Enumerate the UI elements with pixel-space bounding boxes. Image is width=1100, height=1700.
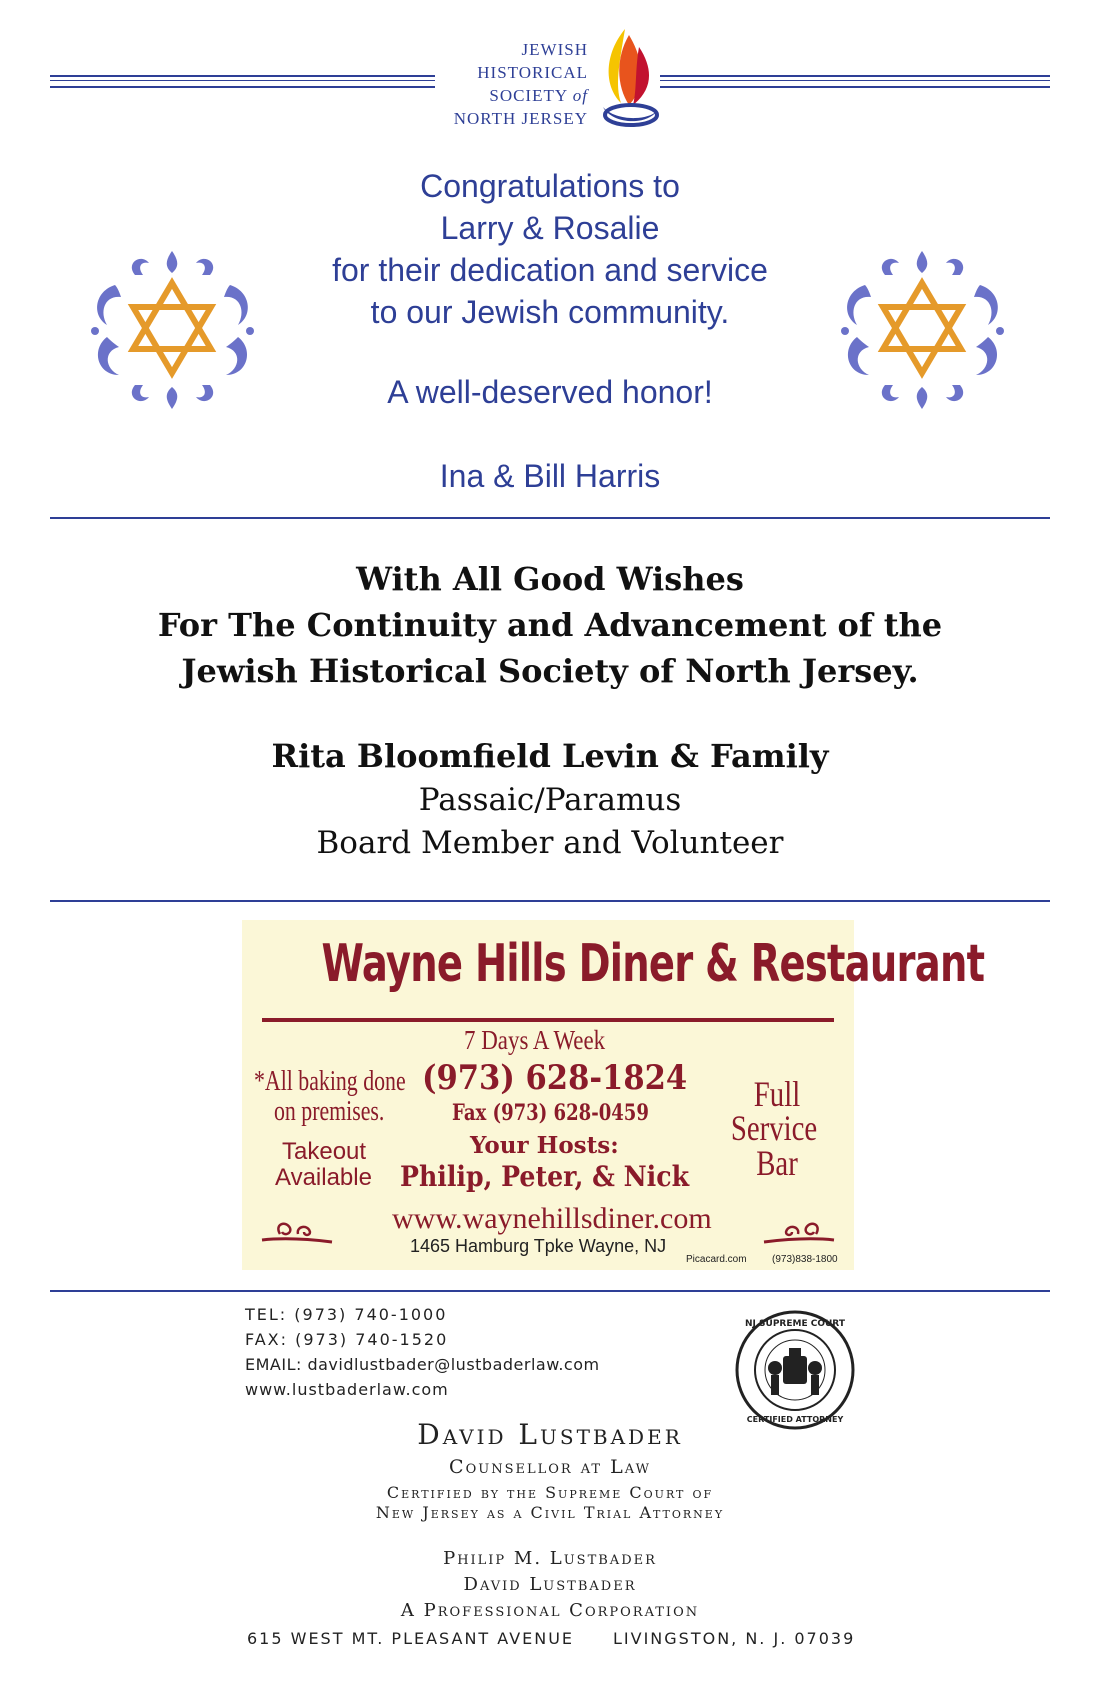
flame-logo-icon xyxy=(595,25,663,131)
diner-ad xyxy=(242,920,985,1270)
tribute-line-3: for their dedication and service xyxy=(332,252,768,288)
header-rule-left xyxy=(50,75,435,88)
law-title: Counsellor at Law xyxy=(449,1456,651,1478)
tribute-signature: Ina & Bill Harris xyxy=(439,458,661,494)
tribute-line-2: Larry & Rosalie xyxy=(440,210,660,246)
supreme-court-seal-icon xyxy=(733,1308,857,1432)
law-contact-block xyxy=(245,1302,600,1402)
diner-baking-2: on premises. xyxy=(274,1096,385,1127)
tribute-honor: A well-deserved honor! xyxy=(387,374,713,410)
law-cert-2: New Jersey as a Civil Trial Attorney xyxy=(375,1503,725,1522)
star-of-david-ornament-right-icon xyxy=(835,245,1010,415)
star-of-david-ornament-left-icon xyxy=(85,245,260,415)
diner-title-underline xyxy=(262,1018,834,1022)
divider-2 xyxy=(50,900,1050,902)
diner-hosts-label: Your Hosts: xyxy=(470,1132,619,1159)
diner-baking: *All baking done xyxy=(254,1066,406,1097)
wishes-role: Board Member and Volunteer xyxy=(316,825,784,861)
law-cert-1: Certified by the Supreme Court of xyxy=(386,1483,714,1502)
diner-bar-3: Bar xyxy=(756,1143,798,1183)
wishes-sender xyxy=(100,733,1000,865)
diner-credit: Picacard.com xyxy=(686,1254,747,1265)
logo-of: of xyxy=(572,86,588,105)
diner-days: 7 Days A Week xyxy=(464,1025,606,1055)
logo-line-4: NORTH JERSEY xyxy=(453,109,588,128)
diner-hosts: Philip, Peter, & Nick xyxy=(400,1160,690,1193)
wishes-location: Passaic/Paramus xyxy=(418,782,682,818)
law-email: EMAIL: davidlustbader@lustbaderlaw.com xyxy=(245,1355,600,1374)
law-partner-1: Philip M. Lustbader xyxy=(443,1548,657,1569)
wishes-line-3: Jewish Historical Society of North Jersey. xyxy=(181,652,919,690)
diner-takeout: Takeout xyxy=(282,1138,367,1165)
svg-text:NJ SUPREME COURT: NJ SUPREME COURT xyxy=(745,1319,845,1329)
law-partner-2: David Lustbader xyxy=(463,1574,637,1595)
diner-website: www.waynehillsdiner.com xyxy=(392,1202,712,1235)
law-corp: A Professional Corporation xyxy=(400,1600,700,1621)
diner-fax: Fax (973) 628-0459 xyxy=(452,1100,649,1126)
diner-takeout-2: Available xyxy=(275,1164,372,1191)
wishes-name: Rita Bloomfield Levin & Family xyxy=(271,737,829,775)
tribute-line-1: Congratulations to xyxy=(420,168,680,204)
diner-bar-1: Full xyxy=(753,1074,801,1114)
tribute-line-4: to our Jewish community. xyxy=(370,294,730,330)
logo-society: SOCIETY xyxy=(489,86,568,105)
law-web: www.lustbaderlaw.com xyxy=(245,1380,449,1399)
divider-3 xyxy=(50,1290,1050,1292)
diner-credit-phone: (973)838-1800 xyxy=(772,1254,838,1265)
diner-address: 1465 Hamburg Tpke Wayne, NJ xyxy=(410,1236,667,1256)
diner-bar-2: Service xyxy=(730,1108,818,1148)
logo-line-2: HISTORICAL xyxy=(477,63,588,82)
divider-1 xyxy=(50,517,1050,519)
svg-text:CERTIFIED ATTORNEY: CERTIFIED ATTORNEY xyxy=(746,1415,844,1424)
law-city: LIVINGSTON, N. J. 07039 xyxy=(613,1629,856,1648)
header-rule-right xyxy=(660,75,1050,88)
tribute-message xyxy=(250,165,850,333)
logo-line-3 xyxy=(428,84,588,107)
flourish-left-icon xyxy=(260,1218,334,1248)
diner-phone: (973) 628-1824 xyxy=(422,1058,688,1098)
good-wishes-block xyxy=(100,556,1000,694)
wishes-line-1: With All Good Wishes xyxy=(356,560,744,598)
law-fax: FAX: (973) 740-1520 xyxy=(245,1330,449,1349)
wishes-line-2: For The Continuity and Advancement of the xyxy=(157,606,943,644)
law-street: 615 WEST MT. PLEASANT AVENUE xyxy=(247,1629,575,1648)
law-name: David Lustbader xyxy=(417,1418,683,1451)
law-tel: TEL: (973) 740-1000 xyxy=(245,1305,448,1324)
org-logo-text xyxy=(428,38,588,130)
diner-title: Wayne Hills Diner & Restaurant xyxy=(321,934,985,994)
flourish-right-icon xyxy=(762,1218,836,1248)
logo-line-1: JEWISH xyxy=(521,40,588,59)
